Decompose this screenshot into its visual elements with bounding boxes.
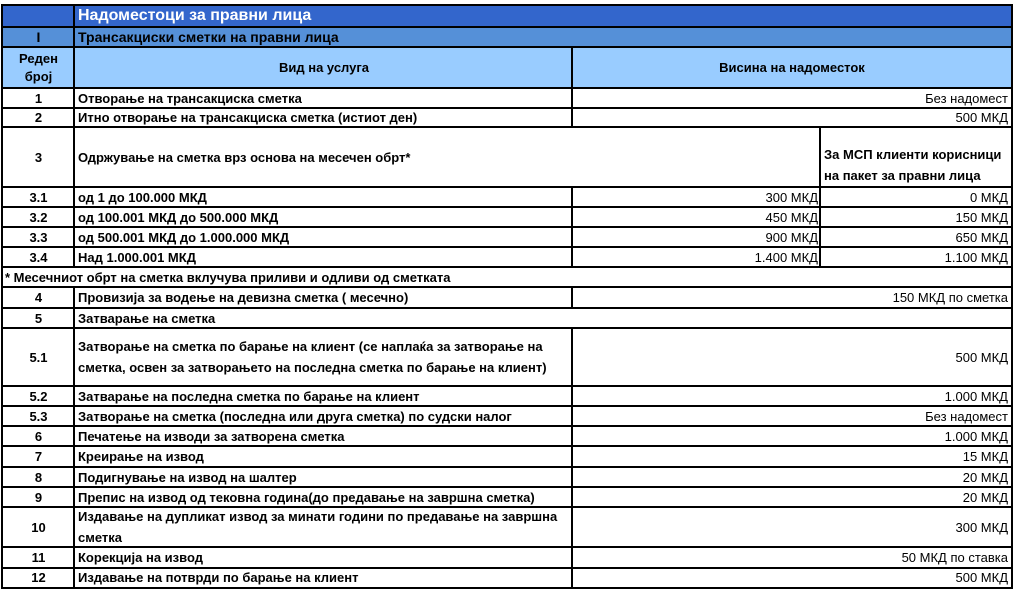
row-number: 1 — [34, 90, 43, 106]
table-row — [0, 109, 1014, 128]
table-row — [0, 89, 1014, 109]
header-fee: Висина на надоместок — [719, 60, 865, 75]
service-label-line1: Издавање на дупликат извод за минати години по предавање на завршна — [78, 509, 558, 524]
row-number: 6 — [34, 428, 43, 444]
row-number: 3.2 — [29, 209, 48, 225]
service-label: Затварање на последна сметка по барање на клиент — [78, 388, 420, 404]
service-cell[interactable] — [73, 387, 573, 407]
section-number: I — [36, 29, 41, 45]
service-cell[interactable] — [73, 109, 573, 128]
row-number-cell[interactable] — [1, 188, 74, 208]
row-number: 3.4 — [29, 249, 48, 265]
sme-fee-header-cell[interactable] — [819, 128, 1013, 188]
row-number-cell[interactable] — [1, 109, 74, 128]
service-label: Затворање на сметка (последна или друга сметка) по судски налог — [78, 408, 512, 424]
sme-fee-cell[interactable] — [819, 248, 1013, 268]
fee-value: 20 МКД — [962, 489, 1008, 505]
row-number: 4 — [34, 290, 43, 305]
sme-fee-cell[interactable] — [819, 188, 1013, 208]
service-label: Корекција на извод — [78, 550, 203, 565]
service-cell[interactable] — [73, 128, 821, 188]
row-number: 5.3 — [29, 408, 48, 424]
row-number-cell[interactable] — [1, 89, 74, 109]
service-cell[interactable] — [73, 329, 573, 387]
fee-value: Без надомест — [925, 90, 1008, 106]
row-number: 12 — [31, 570, 46, 585]
service-label: од 500.001 МКД до 1.000.000 МКД — [78, 229, 290, 245]
table-row — [0, 329, 1014, 387]
table-row — [0, 488, 1014, 508]
service-label: Над 1.000.001 МКД — [78, 249, 196, 265]
table-row — [0, 468, 1014, 488]
fee-cell[interactable] — [571, 407, 1013, 427]
service-cell[interactable] — [73, 188, 573, 208]
note-cell[interactable] — [1, 268, 1013, 288]
fee-cell[interactable] — [571, 288, 1013, 309]
fee-cell[interactable] — [571, 109, 1013, 128]
section-number-cell[interactable] — [1, 28, 74, 48]
service-label-line1: Затворање на сметка по барање на клиент (се наплаќа за затворање на — [78, 339, 543, 354]
table-row — [0, 387, 1014, 407]
row-number-cell[interactable] — [1, 468, 74, 488]
row-number-cell[interactable] — [1, 329, 74, 387]
table-row — [0, 208, 1014, 228]
fee-value: 300 МКД — [955, 519, 1008, 535]
row-number: 7 — [34, 449, 43, 464]
title-cell[interactable] — [73, 4, 1013, 28]
fee-value: Без надомест — [925, 408, 1008, 424]
service-label-line2: сметка, освен за затворањето на последна сметка по барање на клиент) — [78, 360, 547, 375]
sme-header-line2: на пакет за правни лица — [824, 168, 981, 183]
service-label-line2: сметка — [78, 530, 123, 545]
row-number-cell[interactable] — [1, 569, 74, 589]
fee-cell[interactable] — [571, 548, 1013, 569]
header-number-cell[interactable] — [1, 48, 74, 89]
row-number: 2 — [34, 110, 43, 125]
title-number-cell[interactable] — [1, 4, 74, 28]
service-label: Затварање на сметка — [78, 310, 216, 326]
service-label: Провизија за водење на девизна сметка ( месечно) — [78, 290, 409, 305]
service-cell[interactable] — [73, 508, 573, 548]
fee-value: 300 МКД — [765, 189, 818, 205]
service-cell[interactable] — [73, 407, 573, 427]
row-number-cell[interactable] — [1, 288, 74, 309]
row-number: 5.2 — [29, 388, 48, 404]
fee-cell[interactable] — [571, 329, 1013, 387]
row-number-cell[interactable] — [1, 309, 74, 329]
sme-fee-value: 0 МКД — [969, 189, 1008, 205]
header-number-line1: Реден — [19, 50, 58, 66]
sme-fee-value: 150 МКД — [955, 209, 1008, 225]
service-label: Печатење на изводи за затворена сметка — [78, 428, 345, 444]
service-label: Подигнување на извод на шалтер — [78, 469, 297, 485]
row-number: 3.3 — [29, 229, 48, 245]
service-label: Отворање на трансакциска сметка — [78, 90, 302, 106]
service-cell[interactable] — [73, 248, 573, 268]
service-label: Креирање на извод — [78, 449, 204, 464]
row-number: 3 — [34, 149, 43, 165]
service-label: Одржување на сметка врз основа на месечен обрт* — [78, 149, 411, 165]
fee-value: 500 МКД — [955, 570, 1008, 585]
fee-value: 500 МКД — [955, 349, 1008, 365]
fee-cell[interactable] — [571, 248, 821, 268]
fee-cell[interactable] — [571, 468, 1013, 488]
row-number-cell[interactable] — [1, 128, 74, 188]
fee-cell[interactable] — [571, 387, 1013, 407]
fee-cell[interactable] — [571, 89, 1013, 109]
section-label: Трансакциски сметки на правни лица — [78, 29, 339, 45]
header-number-line2: број — [24, 68, 53, 84]
note-row — [0, 268, 1014, 288]
table-row — [0, 128, 1014, 188]
sme-fee-cell[interactable] — [819, 228, 1013, 248]
header-fee-cell[interactable] — [571, 48, 1013, 89]
fee-value: 450 МКД — [765, 209, 818, 225]
row-number: 8 — [34, 469, 43, 485]
sme-fee-value: 650 МКД — [955, 229, 1008, 245]
row-number-cell[interactable] — [1, 488, 74, 508]
header-service: Вид на услуга — [278, 60, 370, 75]
fee-cell[interactable] — [571, 208, 821, 228]
service-label: од 100.001 МКД до 500.000 МКД — [78, 209, 279, 225]
row-number-cell[interactable] — [1, 548, 74, 569]
service-cell[interactable] — [73, 309, 1013, 329]
row-number-cell[interactable] — [1, 447, 74, 468]
row-number: 11 — [31, 550, 46, 565]
row-number: 9 — [34, 489, 43, 505]
fee-value: 500 МКД — [955, 110, 1008, 125]
row-number: 5.1 — [29, 349, 48, 365]
page-title: Надоместоци за правни лица — [78, 7, 312, 24]
service-cell[interactable] — [73, 468, 573, 488]
service-label: од 1 до 100.000 МКД — [78, 189, 207, 205]
service-label: Препис на извод од тековна година(до предавање на завршна сметка) — [78, 489, 535, 505]
table-row — [0, 508, 1014, 548]
sme-fee-value: 1.100 МКД — [944, 249, 1008, 265]
fee-cell[interactable] — [571, 508, 1013, 548]
service-cell[interactable] — [73, 208, 573, 228]
service-cell[interactable] — [73, 548, 573, 569]
service-cell[interactable] — [73, 447, 573, 468]
sme-header-line1: За МСП клиенти корисници — [824, 147, 1002, 162]
table-row — [0, 569, 1014, 589]
table-row — [0, 548, 1014, 569]
title-row — [0, 4, 1014, 28]
service-cell[interactable] — [73, 569, 573, 589]
row-number-cell[interactable] — [1, 427, 74, 447]
fee-cell[interactable] — [571, 427, 1013, 447]
service-label: Издавање на потврди по барање на клиент — [78, 570, 359, 585]
fee-value: 150 МКД по сметка — [892, 290, 1008, 305]
fee-value: 50 МКД по ставка — [901, 550, 1008, 565]
fee-cell[interactable] — [571, 488, 1013, 508]
table-row — [0, 188, 1014, 208]
service-cell[interactable] — [73, 228, 573, 248]
sme-fee-cell[interactable] — [819, 208, 1013, 228]
row-number: 3.1 — [29, 189, 48, 205]
fee-value: 900 МКД — [765, 229, 818, 245]
row-number-cell[interactable] — [1, 248, 74, 268]
service-cell[interactable] — [73, 488, 573, 508]
table-row — [0, 447, 1014, 468]
table-row — [0, 248, 1014, 268]
service-label: Итно отворање на трансакциска сметка (истиот ден) — [78, 110, 418, 125]
fee-value: 1.000 МКД — [944, 388, 1008, 404]
row-number-cell[interactable] — [1, 387, 74, 407]
section-row — [0, 28, 1014, 48]
row-number-cell[interactable] — [1, 407, 74, 427]
fee-cell[interactable] — [571, 447, 1013, 468]
table-row — [0, 288, 1014, 309]
fee-cell[interactable] — [571, 188, 821, 208]
table-row — [0, 228, 1014, 248]
row-number-cell[interactable] — [1, 208, 74, 228]
table-row — [0, 427, 1014, 447]
fee-value: 20 МКД — [962, 469, 1008, 485]
fee-value: 15 МКД — [962, 449, 1008, 464]
service-cell[interactable] — [73, 427, 573, 447]
service-cell[interactable] — [73, 288, 573, 309]
service-cell[interactable] — [73, 89, 573, 109]
fee-cell[interactable] — [571, 569, 1013, 589]
table-row — [0, 407, 1014, 427]
header-row — [0, 48, 1014, 89]
fee-value: 1.000 МКД — [944, 428, 1008, 444]
fee-value: 1.400 МКД — [754, 249, 818, 265]
fee-cell[interactable] — [571, 228, 821, 248]
row-number-cell[interactable] — [1, 508, 74, 548]
row-number: 10 — [31, 519, 46, 535]
section-label-cell[interactable] — [73, 28, 1013, 48]
row-number: 5 — [34, 310, 43, 326]
header-service-cell[interactable] — [73, 48, 573, 89]
row-number-cell[interactable] — [1, 228, 74, 248]
table-row — [0, 309, 1014, 329]
footnote-text: * Месечниот обрт на сметка вклучува приливи и одливи од сметката — [5, 269, 451, 285]
